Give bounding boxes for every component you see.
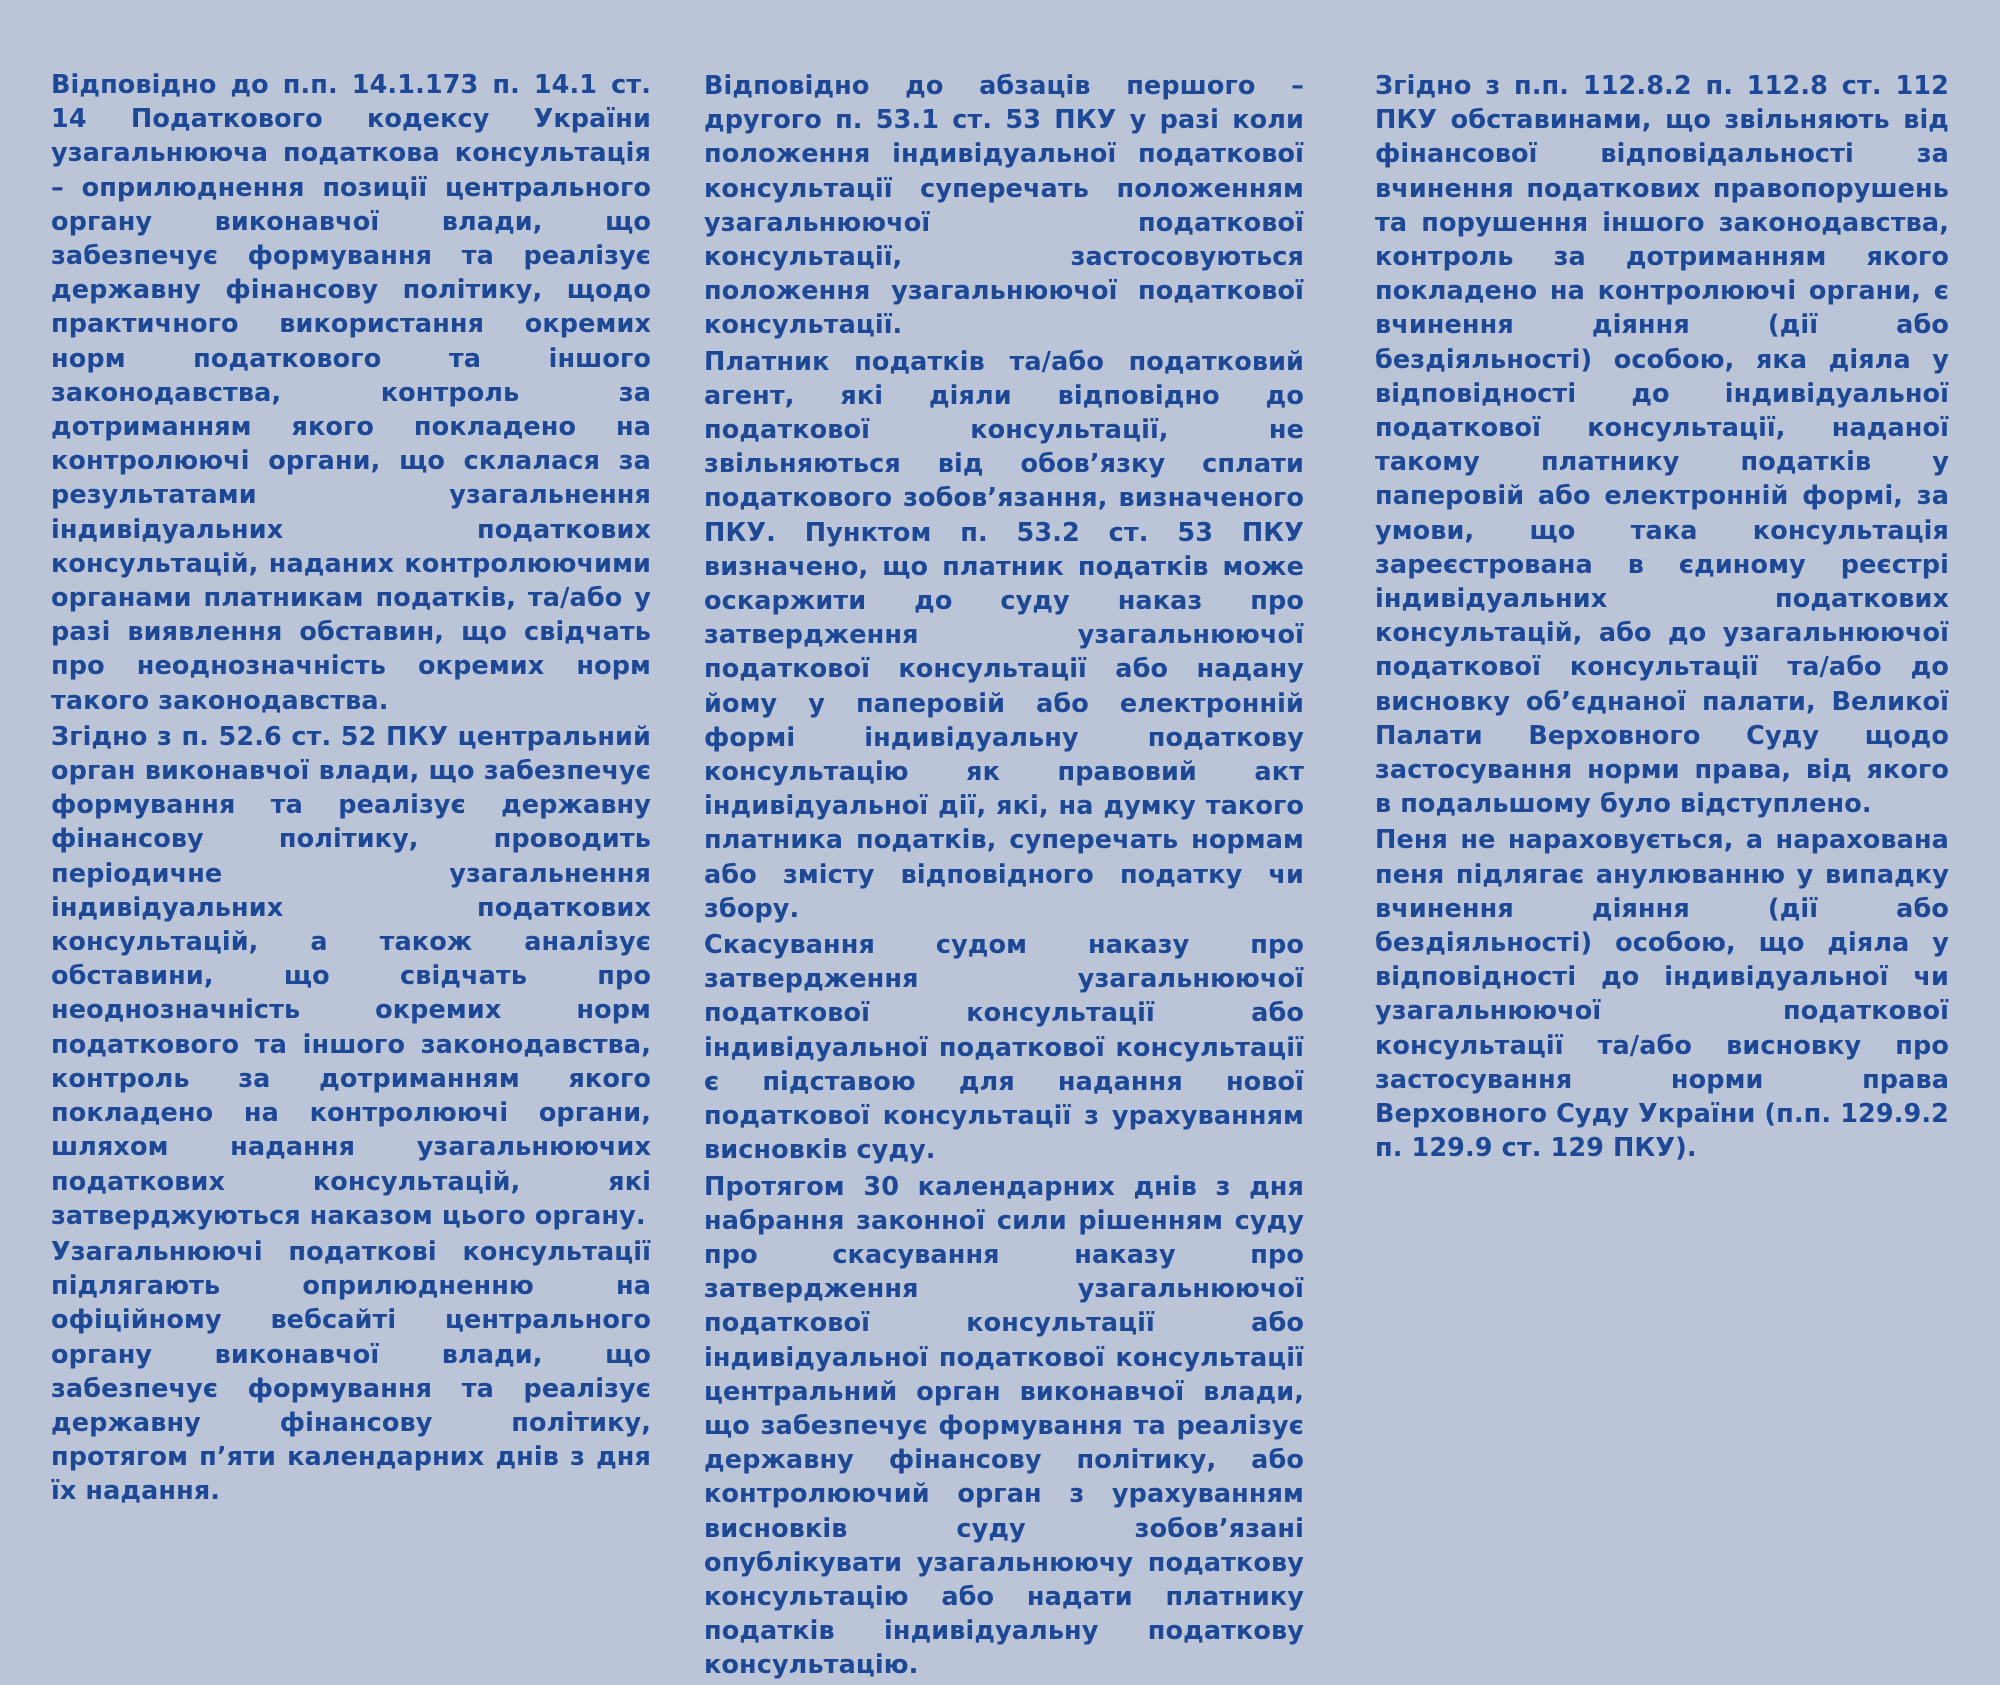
paragraph: Відповідно до абзаців першого – другого п. 53.1 ст. 53 ПКУ у разі коли положення індивідуальної податкової консультації суперечать положенням узагальнюючої податкової консультації, застосовуються положення узагальнюючої податкової консультації. bbox=[704, 71, 1304, 341]
paragraph: Згідно з п. 52.6 ст. 52 ПКУ центральний орган виконавчої влади, що забезпечує формування та реалізує державну фінансову політику, проводить періодичне узагальнення індивідуальних податкових консультацій, а також аналізує обставини, що свідчать про неоднозначність окремих норм податкового та іншого законодавства, контроль за дотриманням якого покладено на контролюючі органи, шляхом надання узагальнюючих податкових консультацій, які затверджуються наказом цього органу. bbox=[51, 721, 651, 1231]
paragraph: Узагальнюючі податкові консультації підлягають оприлюдненню на офіційному вебсайті центрального органу виконавчої влади, що забезпечує формування та реалізує державну фінансову політику, протягом п’яти календарних днів з дня їх надання. bbox=[51, 1236, 651, 1507]
text-column-1 bbox=[51, 68, 651, 1511]
text-column-3 bbox=[1375, 69, 1949, 1168]
paragraph: Протягом 30 календарних днів з дня набрання законної сили рішенням суду про скасування наказу про затвердження узагальнюючої податкової консультації або індивідуальної податкової консультації центральний орган виконавчої влади, що забезпечує формування та реалізує державну фінансову політику, або контролюючий орган з урахуванням висновків суду зобов’язані опублікувати узагальнюючу податкову консультацію або надати платнику податків індивідуальну податкову консультацію. bbox=[704, 1171, 1304, 1681]
paragraph: Скасування судом наказу про затвердження узагальнюючої податкової консультації або індивідуальної податкової консультації є підставою для надання нової податкової консультації з урахуванням висновків суду. bbox=[704, 930, 1304, 1166]
paragraph: Відповідно до п.п. 14.1.173 п. 14.1 ст. 14 Податкового кодексу України узагальнююча податкова консультація – оприлюднення позиції центрального органу виконавчої влади, що забезпечує формування та реалізує державну фінансову політику, щодо практичного використання окремих норм податкового та іншого законодавства, контроль за дотриманням якого покладено на контролюючі органи, що склалася за результатами узагальнення індивідуальних податкових консультацій, наданих контролюючими органами платникам податків, та/або у разі виявлення обставин, що свідчать про неоднозначність окремих норм такого законодавства. bbox=[51, 70, 651, 716]
paragraph: Пеня не нараховується, а нарахована пеня підлягає анулюванню у випадку вчинення діяння (дії або бездіяльності) особою, що діяла у відповідності до індивідуальної чи узагальнюючої податкової консультації та/або висновку про застосування норми права Верховного Суду України (п.п. 129.9.2 п. 129.9 ст. 129 ПКУ). bbox=[1375, 825, 1949, 1164]
paragraph: Згідно з п.п. 112.8.2 п. 112.8 ст. 112 ПКУ обставинами, що звільняють від фінансової відповідальності за вчинення податкових правопорушень та порушення іншого законодавства, контроль за дотриманням якого покладено на контролюючі органи, є вчинення діяння (дії або бездіяльності) особою, яка діяла у відповідності до індивідуальної податкової консультації, наданої такому платнику податків у паперовій або електронній формі, за умови, що така консультація зареєстрована в єдиному реєстрі індивідуальних податкових консультацій, або до узагальнюючої податкової консультації та/або до висновку об’єднаної палати, Великої Палати Верховного Суду щодо застосування норми права, від якого в подальшому було відступлено. bbox=[1375, 71, 1949, 820]
paragraph: Платник податків та/або податковий агент, які діяли відповідно до податкової консультації, не звільняються від обов’язку сплати податкового зобов’язання, визначеного ПКУ. Пунктом п. 53.2 ст. 53 ПКУ визначено, що платник податків може оскаржити до суду наказ про затвердження узагальнюючої податкової консультації або надану йому у паперовій або електронній формі індивідуальну податкову консультацію як правовий акт індивідуальної дії, які, на думку такого платника податків, суперечать нормам або змісту відповідного податку чи збору. bbox=[704, 346, 1304, 924]
text-column-2 bbox=[704, 69, 1304, 1685]
